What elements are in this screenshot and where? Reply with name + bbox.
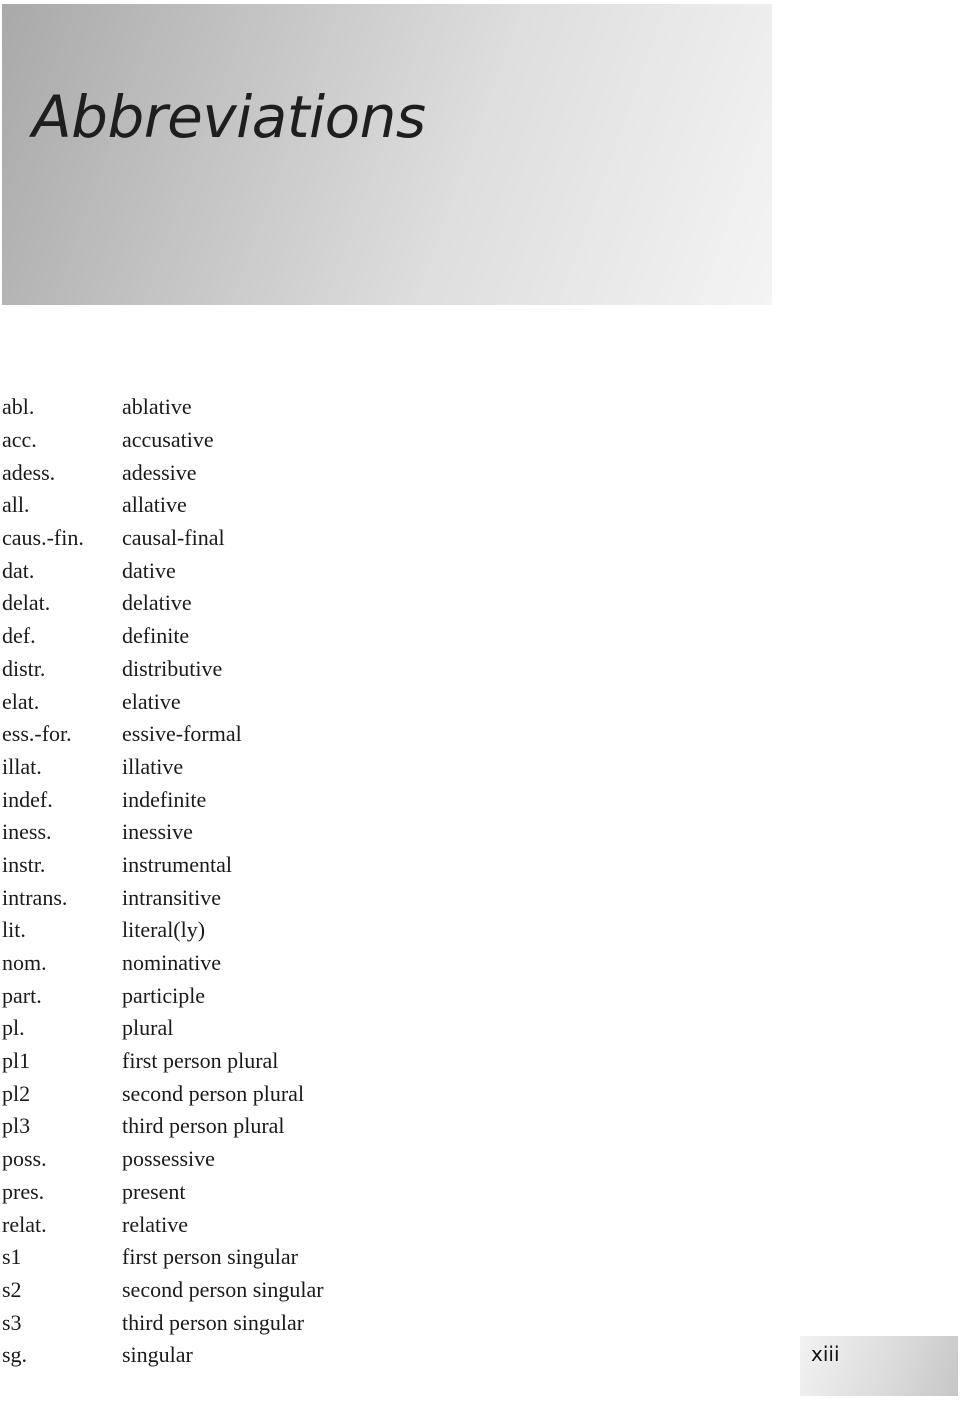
abbreviation-meaning: definite (122, 623, 190, 649)
abbreviation-term: illat. (2, 753, 42, 779)
abbreviation-term: s1 (2, 1244, 22, 1270)
abbreviation-meaning: accusative (122, 427, 214, 453)
abbreviation-row (2, 685, 702, 718)
abbreviation-term: pl2 (2, 1080, 31, 1106)
abbreviation-meaning: essive-formal (122, 721, 242, 747)
abbreviation-meaning: distributive (122, 655, 223, 681)
abbreviation-meaning: second person plural (122, 1080, 305, 1106)
page-number: xiii (811, 1342, 840, 1366)
abbreviation-row (2, 881, 702, 914)
abbreviation-meaning: elative (122, 688, 181, 714)
abbreviation-row (2, 391, 702, 424)
abbreviation-term: s2 (2, 1276, 22, 1302)
abbreviation-term: poss. (2, 1146, 47, 1172)
abbreviation-term: relat. (2, 1211, 47, 1237)
abbreviation-term: nom. (2, 950, 47, 976)
abbreviation-meaning: plural (122, 1015, 174, 1041)
abbreviation-meaning: third person singular (122, 1309, 305, 1335)
abbreviation-row (2, 979, 702, 1012)
abbreviation-meaning: singular (122, 1342, 193, 1368)
header-band (2, 4, 772, 305)
abbreviation-term: pl3 (2, 1113, 31, 1139)
abbreviation-row (2, 489, 702, 522)
abbreviation-meaning: instrumental (122, 851, 232, 877)
abbreviation-term: acc. (2, 427, 37, 453)
abbreviation-term: indef. (2, 786, 53, 812)
abbreviation-meaning: dative (122, 557, 176, 583)
abbreviation-term: pres. (2, 1178, 45, 1204)
abbreviation-term: part. (2, 982, 42, 1008)
abbreviation-meaning: relative (122, 1211, 188, 1237)
abbreviation-term: adess. (2, 459, 56, 485)
abbreviation-row (2, 1012, 702, 1045)
abbreviation-row (2, 947, 702, 980)
abbreviation-meaning: literal(ly) (122, 917, 206, 943)
abbreviation-meaning: participle (122, 982, 206, 1008)
abbreviation-row (2, 751, 702, 784)
abbreviation-meaning: illative (122, 753, 184, 779)
abbreviation-term: elat. (2, 688, 40, 714)
page-number-box (800, 1336, 958, 1396)
abbreviation-term: lit. (2, 917, 26, 943)
abbreviation-meaning: adessive (122, 459, 197, 485)
abbreviation-row (2, 554, 702, 587)
abbreviation-term: ess.-for. (2, 721, 72, 747)
abbreviation-meaning: allative (122, 492, 187, 518)
abbreviation-term: pl1 (2, 1048, 31, 1074)
abbreviation-term: pl. (2, 1015, 25, 1041)
abbreviation-row (2, 1045, 702, 1078)
abbreviation-meaning: intransitive (122, 884, 221, 910)
abbreviation-term: all. (2, 492, 30, 518)
abbreviation-row (2, 456, 702, 489)
abbreviation-row (2, 522, 702, 555)
abbreviation-row (2, 1306, 702, 1339)
abbreviation-row (2, 849, 702, 882)
abbreviation-meaning: third person plural (122, 1113, 285, 1139)
abbreviation-row (2, 1241, 702, 1274)
abbreviation-row (2, 1077, 702, 1110)
abbreviation-meaning: ablative (122, 394, 192, 420)
abbreviation-row (2, 587, 702, 620)
abbreviation-meaning: nominative (122, 950, 221, 976)
abbreviation-meaning: delative (122, 590, 192, 616)
abbreviation-row (2, 1110, 702, 1143)
abbreviation-row (2, 718, 702, 751)
abbreviation-term: distr. (2, 655, 46, 681)
abbreviation-row (2, 1208, 702, 1241)
abbreviation-row (2, 783, 702, 816)
abbreviation-meaning: second person singular (122, 1276, 324, 1302)
abbreviation-meaning: first person plural (122, 1048, 279, 1074)
abbreviation-meaning: present (122, 1178, 186, 1204)
abbreviation-term: dat. (2, 557, 35, 583)
abbreviation-row (2, 424, 702, 457)
abbreviation-term: s3 (2, 1309, 22, 1335)
abbreviation-term: iness. (2, 819, 52, 845)
abbreviation-row (2, 653, 702, 686)
abbreviation-row (2, 816, 702, 849)
abbreviation-term: intrans. (2, 884, 68, 910)
abbreviation-meaning: indefinite (122, 786, 207, 812)
abbreviation-meaning: first person singular (122, 1244, 298, 1270)
abbreviation-term: instr. (2, 851, 46, 877)
abbreviation-term: caus.-fin. (2, 525, 84, 551)
abbreviation-row (2, 1176, 702, 1209)
abbreviation-term: delat. (2, 590, 51, 616)
page-title: Abbreviations (32, 83, 426, 151)
abbreviation-meaning: causal-final (122, 525, 225, 551)
abbreviation-row (2, 1143, 702, 1176)
abbreviation-meaning: possessive (122, 1146, 215, 1172)
abbreviation-term: def. (2, 623, 36, 649)
abbreviation-meaning: inessive (122, 819, 193, 845)
abbreviation-list (2, 391, 702, 1372)
abbreviation-row (2, 620, 702, 653)
abbreviation-term: abl. (2, 394, 35, 420)
abbreviation-term: sg. (2, 1342, 28, 1368)
abbreviation-row (2, 914, 702, 947)
abbreviation-row (2, 1274, 702, 1307)
abbreviation-row (2, 1339, 702, 1372)
